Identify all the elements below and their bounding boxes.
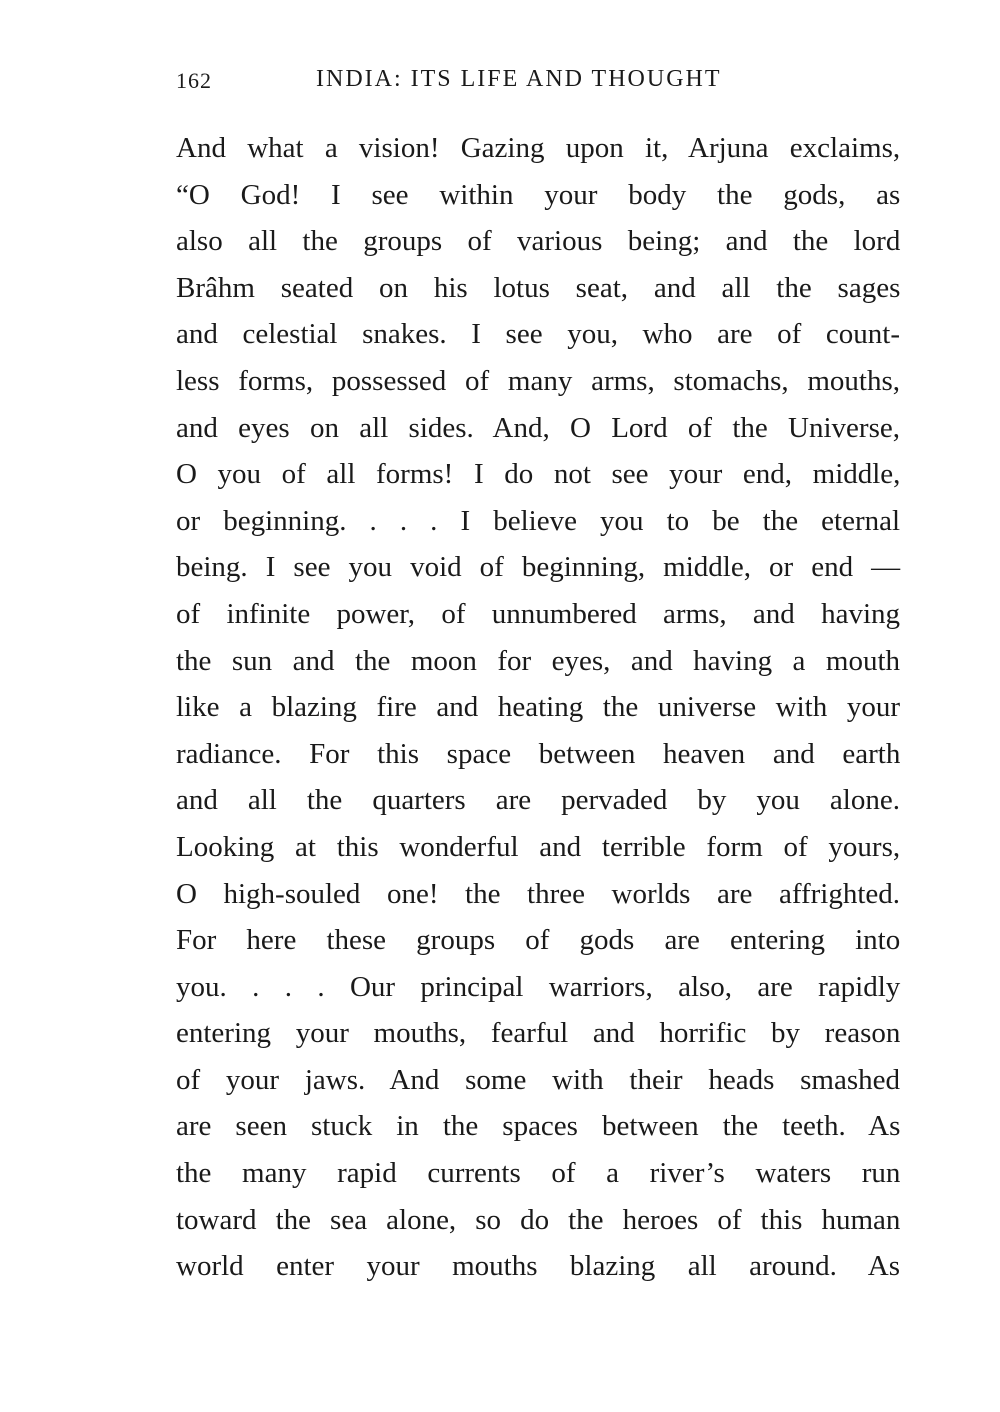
text-line: are seen stuck in the spaces between the teeth. As (176, 1110, 901, 1143)
page-number: 162 (176, 68, 212, 93)
text-line: being. I see you void of beginning, middle, or end — (176, 551, 901, 584)
running-title: INDIA: ITS LIFE AND THOUGHT (316, 66, 722, 92)
text-line: O you of all forms! I do not see your end, middle, (176, 458, 901, 491)
text-line: you. . . . Our principal warriors, also, are rapidly (176, 970, 901, 1003)
text-line: the many rapid currents of a river’s waters run (176, 1157, 901, 1190)
text-line: and celestial snakes. I see you, who are of count- (176, 318, 900, 351)
text-line: the sun and the moon for eyes, and having a mouth (176, 644, 900, 677)
text-line: of your jaws. And some with their heads smashed (176, 1063, 900, 1096)
text-line: entering your mouths, fearful and horrific by reason (176, 1017, 901, 1050)
text-line: Brâhm seated on his lotus seat, and all the sages (176, 271, 901, 304)
text-line: world enter your mouths blazing all around. As (176, 1250, 900, 1283)
text-line: toward the sea alone, so do the heroes of this human (176, 1203, 901, 1236)
running-head (176, 62, 900, 102)
text-line: of infinite power, of unnumbered arms, and having (176, 597, 900, 630)
text-line: and all the quarters are pervaded by you alone. (176, 784, 900, 817)
body-text (176, 125, 900, 1290)
text-line: or beginning. . . . I believe you to be the eternal (176, 504, 901, 537)
text-line: like a blazing fire and heating the universe with your (176, 691, 900, 724)
text-line: O high-souled one! the three worlds are affrighted. (176, 877, 900, 910)
text-line: And what a vision! Gazing upon it, Arjuna exclaims, (176, 132, 901, 164)
text-line: For here these groups of gods are entering into (176, 924, 901, 957)
text-line: also all the groups of various being; and the lord (176, 225, 901, 258)
text-line: “O God! I see within your body the gods, as (176, 178, 901, 211)
text-line: Looking at this wonderful and terrible form of yours, (176, 830, 901, 863)
text-line: less forms, possessed of many arms, stomachs, mouths, (176, 364, 900, 397)
text-line: radiance. For this space between heaven and earth (176, 737, 901, 770)
text-line: and eyes on all sides. And, O Lord of the Universe, (176, 411, 900, 444)
